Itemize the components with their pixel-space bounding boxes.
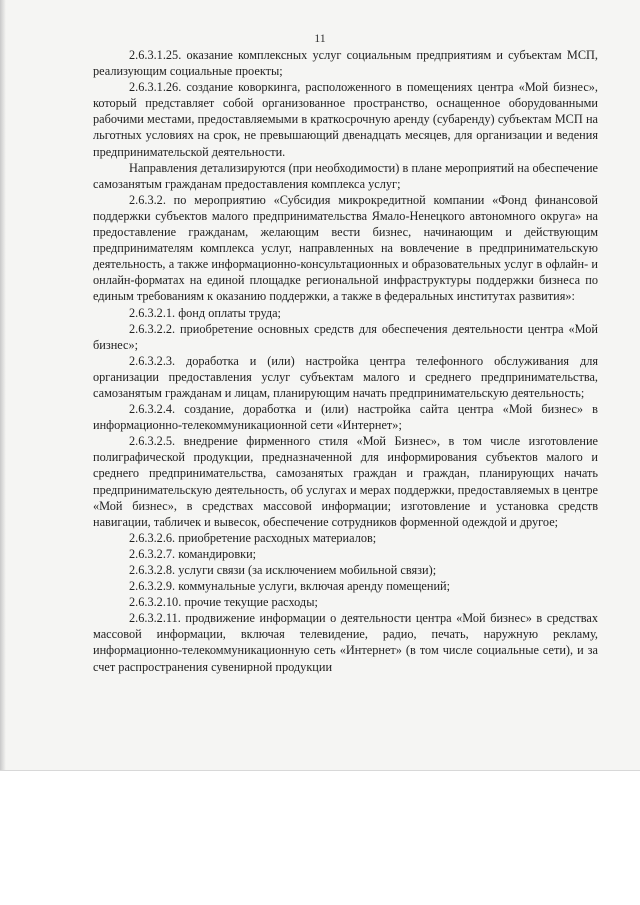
list-item: 2.6.3.2.5. внедрение фирменного стиля «Мой Бизнес», в том числе изготовление полиграфической продукции, предназначенной для информирования субъектов малого и среднего предпринимательства, самозанятых граждан и граждан, планирующих начать предпринимательскую деятельность, об услугах и мерах поддержки, предоставляемых в центре «Мой бизнес», в средствах массовой информации; изготовление и установка средств навигации, табличек и вывесок, обеспечение сотрудников форменной одеждой и другое; (93, 434, 598, 529)
list-item: 2.6.3.2.1. фонд оплаты труда; (129, 305, 281, 320)
document-body (93, 47, 598, 675)
list-item: 2.6.3.2.2. приобретение основных средств для обеспечения деятельности центра «Мой бизнес»; (93, 321, 598, 352)
list-item: 2.6.3.2.11. продвижение информации о деятельности центра «Мой бизнес» в средствах массовой информации, включая телевидение, радио, печать, наружную рекламу, информационно-телекоммуникационную сеть «Интернет» (в том числе социальные сети), и за счет распространения сувенирной продукции (93, 611, 598, 674)
paragraph-2-6-3-1-25: 2.6.3.1.25. оказание комплексных услуг социальным предприятиям и субъектам МСП, реализующим социальные проекты; (93, 48, 598, 79)
list-item: 2.6.3.2.3. доработка и (или) настройка центра телефонного обслуживания для организации предоставления услуг субъектам малого и среднего предпринимательства, самозанятым гражданам и лицам, планирующим начать предпринимательскую деятельность; (93, 353, 598, 400)
list-item: 2.6.3.2.9. коммунальные услуги, включая аренду помещений; (129, 579, 451, 594)
list-item: 2.6.3.2.6. приобретение расходных материалов; (129, 530, 377, 545)
list-item: 2.6.3.2.10. прочие текущие расходы; (129, 595, 318, 610)
page-number: 11 (314, 31, 326, 45)
page-edge-shadow (0, 0, 6, 770)
paragraph-directions-note: Направления детализируются (при необходимости) в плане мероприятий на обеспечение самозанятым гражданам предоставления комплекса услуг; (93, 160, 598, 191)
paragraph-2-6-3-2: 2.6.3.2. по мероприятию «Субсидия микрокредитной компании «Фонд финансовой поддержки субъектов малого предпринимательства Ямало-Ненецкого автономного округа» на предоставление гражданам, желающим вести бизнес, начинающим и действующим предпринимателям комплекса услуг, направленных на вовлечение в предпринимательскую деятельность, а также информационно-консультационных и образовательных услуг в офлайн- и онлайн-форматах на единой площадке региональной инфраструктуры поддержки бизнеса по единым требованиям к оказанию поддержки, а также в федеральных институтах развития»: (93, 192, 598, 304)
list-item: 2.6.3.2.7. командировки; (129, 546, 257, 561)
list-item: 2.6.3.2.8. услуги связи (за исключением мобильной связи); (129, 563, 437, 577)
list-item: 2.6.3.2.4. создание, доработка и (или) настройка сайта центра «Мой бизнес» в информационно-телекоммуникационной сети «Интернет»; (93, 402, 598, 433)
paragraph-2-6-3-1-26: 2.6.3.1.26. создание коворкинга, расположенного в помещениях центра «Мой бизнес», который представляет собой организованное пространство, оснащенное оборудованными рабочими местами, предоставляемыми в краткосрочную аренду (субаренду) субъектам МСП на льготных условиях на срок, не превышающий двенадцать месяцев, для организации и ведения предпринимательской деятельности. (93, 80, 598, 159)
